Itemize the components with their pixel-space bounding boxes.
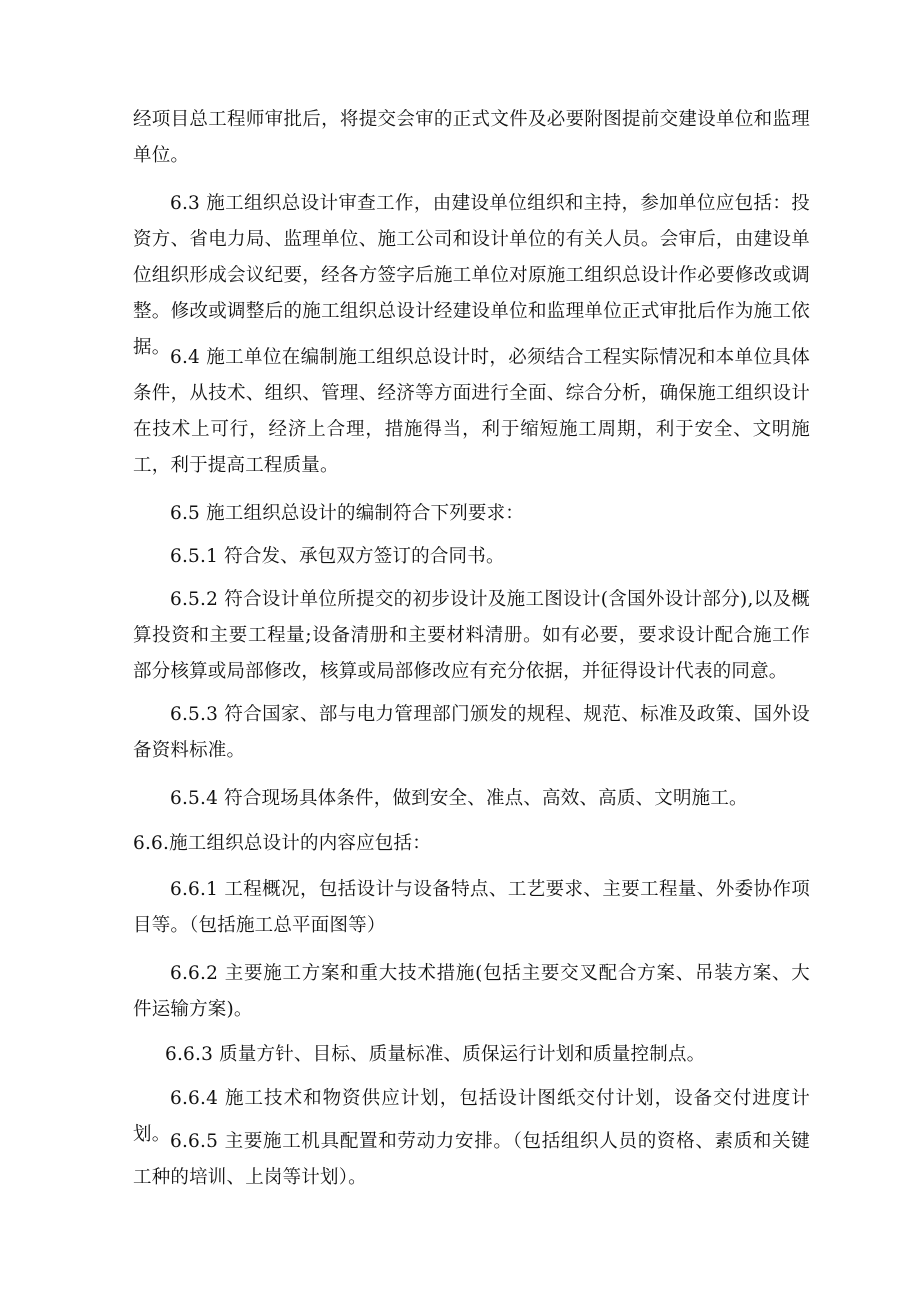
paragraph-6-6-1: 6.6.1 工程概况，包括设计与设备特点、工艺要求、主要工程量、外委协作项目等。（包括施工总平面图等） [133,879,810,936]
paragraph-6-6-3: 6.6.3 质量方针、目标、质量标准、质保运行计划和质量控制点。 [165,1044,706,1065]
paragraph-6-5-2: 6.5.2 符合设计单位所提交的初步设计及施工图设计(含国外设计部分),以及概算投资和主要工程量;设备清册和主要材料清册。如有必要，要求设计配合施工作部分核算或局部修改，核算或局部修改应有充分依据，并征得设计代表的同意。 [133,589,810,682]
paragraph-approval: 经项目总工程师审批后，将提交会审的正式文件及必要附图提前交建设单位和监理单位。 [133,109,810,166]
paragraph-6-6-2: 6.6.2 主要施工方案和重大技术措施(包括主要交叉配合方案、吊装方案、大件运输方案)。 [133,963,810,1020]
paragraph-6-6-4: 6.6.4 施工技术和物资供应计划，包括设计图纸交付计划，设备交付进度计划。 [133,1088,810,1145]
paragraph-6-5-4: 6.5.4 符合现场具体条件，做到安全、准点、高效、高质、文明施工。 [170,788,748,809]
paragraph-6-5: 6.5 施工组织总设计的编制符合下列要求： [170,503,525,524]
paragraph-6-6: 6.6.施工组织总设计的内容应包括： [133,833,431,854]
paragraph-6-5-3: 6.5.3 符合国家、部与电力管理部门颁发的规程、规范、标准及政策、国外设备资料标准。 [133,704,810,761]
paragraph-6-4: 6.4 施工单位在编制施工组织总设计时，必须结合工程实际情况和本单位具体条件，从技术、组织、管理、经济等方面进行全面、综合分析，确保施工组织设计在技术上可行，经济上合理，措施得当，利于缩短施工周期，利于安全、文明施工，利于提高工程质量。 [133,347,810,476]
paragraph-6-6-5: 6.6.5 主要施工机具配置和劳动力安排。（包括组织人员的资格、素质和关键工种的培训、上岗等计划）。 [133,1131,810,1188]
paragraph-6-3: 6.3 施工组织总设计审查工作，由建设单位组织和主持，参加单位应包括：投资方、省电力局、监理单位、施工公司和设计单位的有关人员。会审后，由建设单位组织形成会议纪要，经各方签字后施工单位对原施工组织总设计作必要修改或调整。修改或调整后的施工组织总设计经建设单位和监理单位正式审批后作为施工依据。 [133,193,810,358]
paragraph-6-5-1: 6.5.1 符合发、承包双方签订的合同书。 [170,546,505,567]
